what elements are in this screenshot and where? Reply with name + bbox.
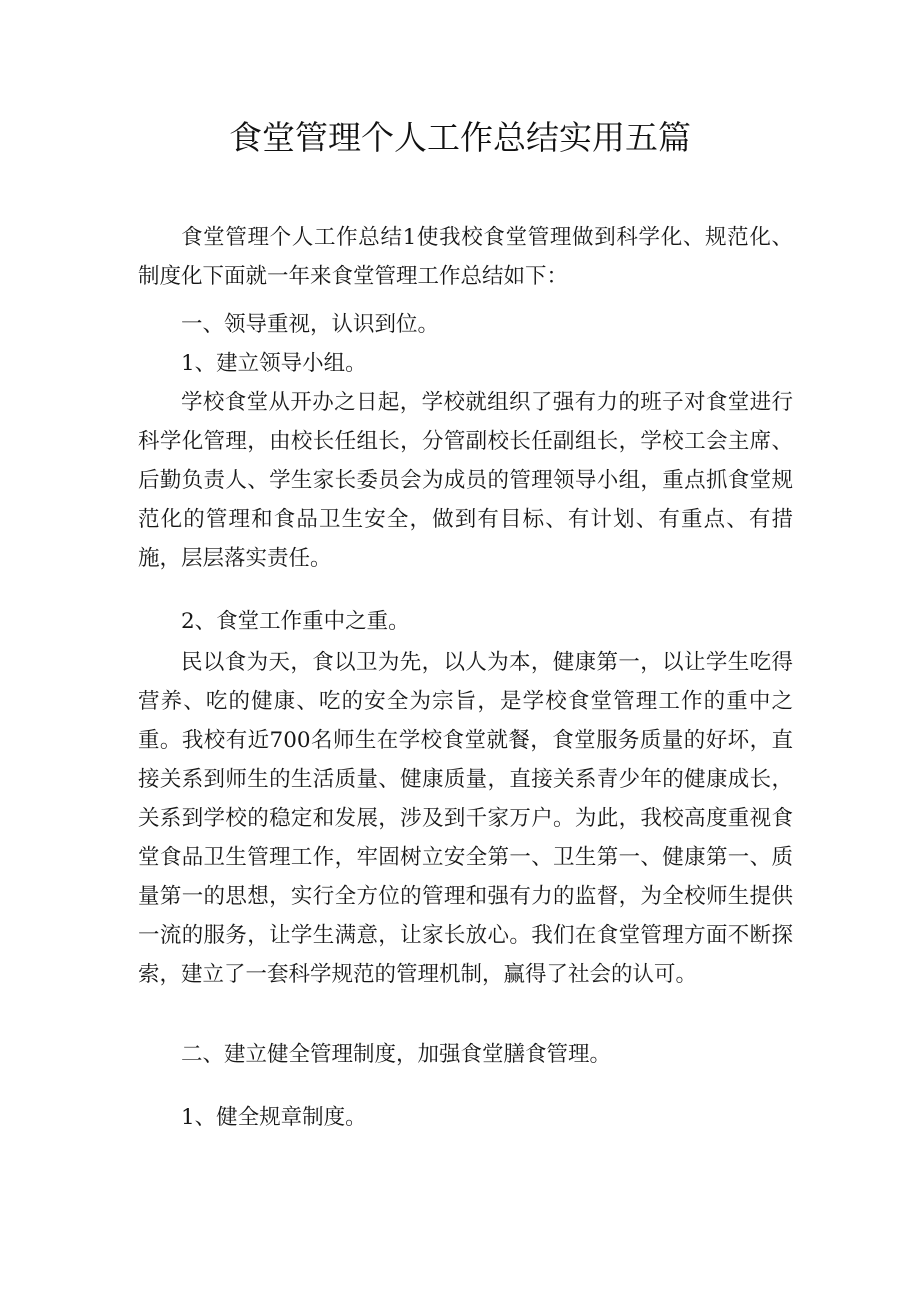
section-heading-management-system: 二、建立健全管理制度，加强食堂膳食管理。 bbox=[181, 1042, 612, 1067]
paragraph-top-priority: 民以食为天，食以卫为先，以人为本，健康第一，以让学生吃得营养、吃的健康、吃的安全为宗旨，是学校食堂管理工作的重中之重。我校有近700名师生在学校食堂就餐，食堂服务质量的好坏，直接关系到师生的生活质量、健康质量，直接关系青少年的健康成长，关系到学校的稳定和发展，涉及到千家万户。为此，我校高度重视食堂食品卫生管理工作，牢固树立安全第一、卫生第一、健康第一、质量第一的思想，实行全方位的管理和强有力的监督，为全校师生提供一流的服务，让学生满意，让家长放心。我们在食堂管理方面不断探索，建立了一套科学规范的管理机制，赢得了社会的认可。 bbox=[138, 650, 793, 987]
subheading-top-priority: 2、食堂工作重中之重。 bbox=[181, 609, 410, 634]
subheading-rules: 1、健全规章制度。 bbox=[181, 1105, 367, 1130]
paragraph-leading-group: 学校食堂从开办之日起，学校就组织了强有力的班子对食堂进行科学化管理，由校长任组长，分管副校长任副组长，学校工会主席、后勤负责人、学生家长委员会为成员的管理领导小组，重点抓食堂规范化的管理和食品卫生安全，做到有目标、有计划、有重点、有措施，层层落实责任。 bbox=[138, 390, 793, 571]
paragraph-intro: 食堂管理个人工作总结1使我校食堂管理做到科学化、规范化、制度化下面就一年来食堂管理工作总结如下： bbox=[138, 225, 793, 289]
document-title: 食堂管理个人工作总结实用五篇 bbox=[229, 118, 691, 157]
section-heading-leadership: 一、领导重视，认识到位。 bbox=[181, 312, 440, 337]
subheading-leading-group: 1、建立领导小组。 bbox=[181, 351, 367, 376]
